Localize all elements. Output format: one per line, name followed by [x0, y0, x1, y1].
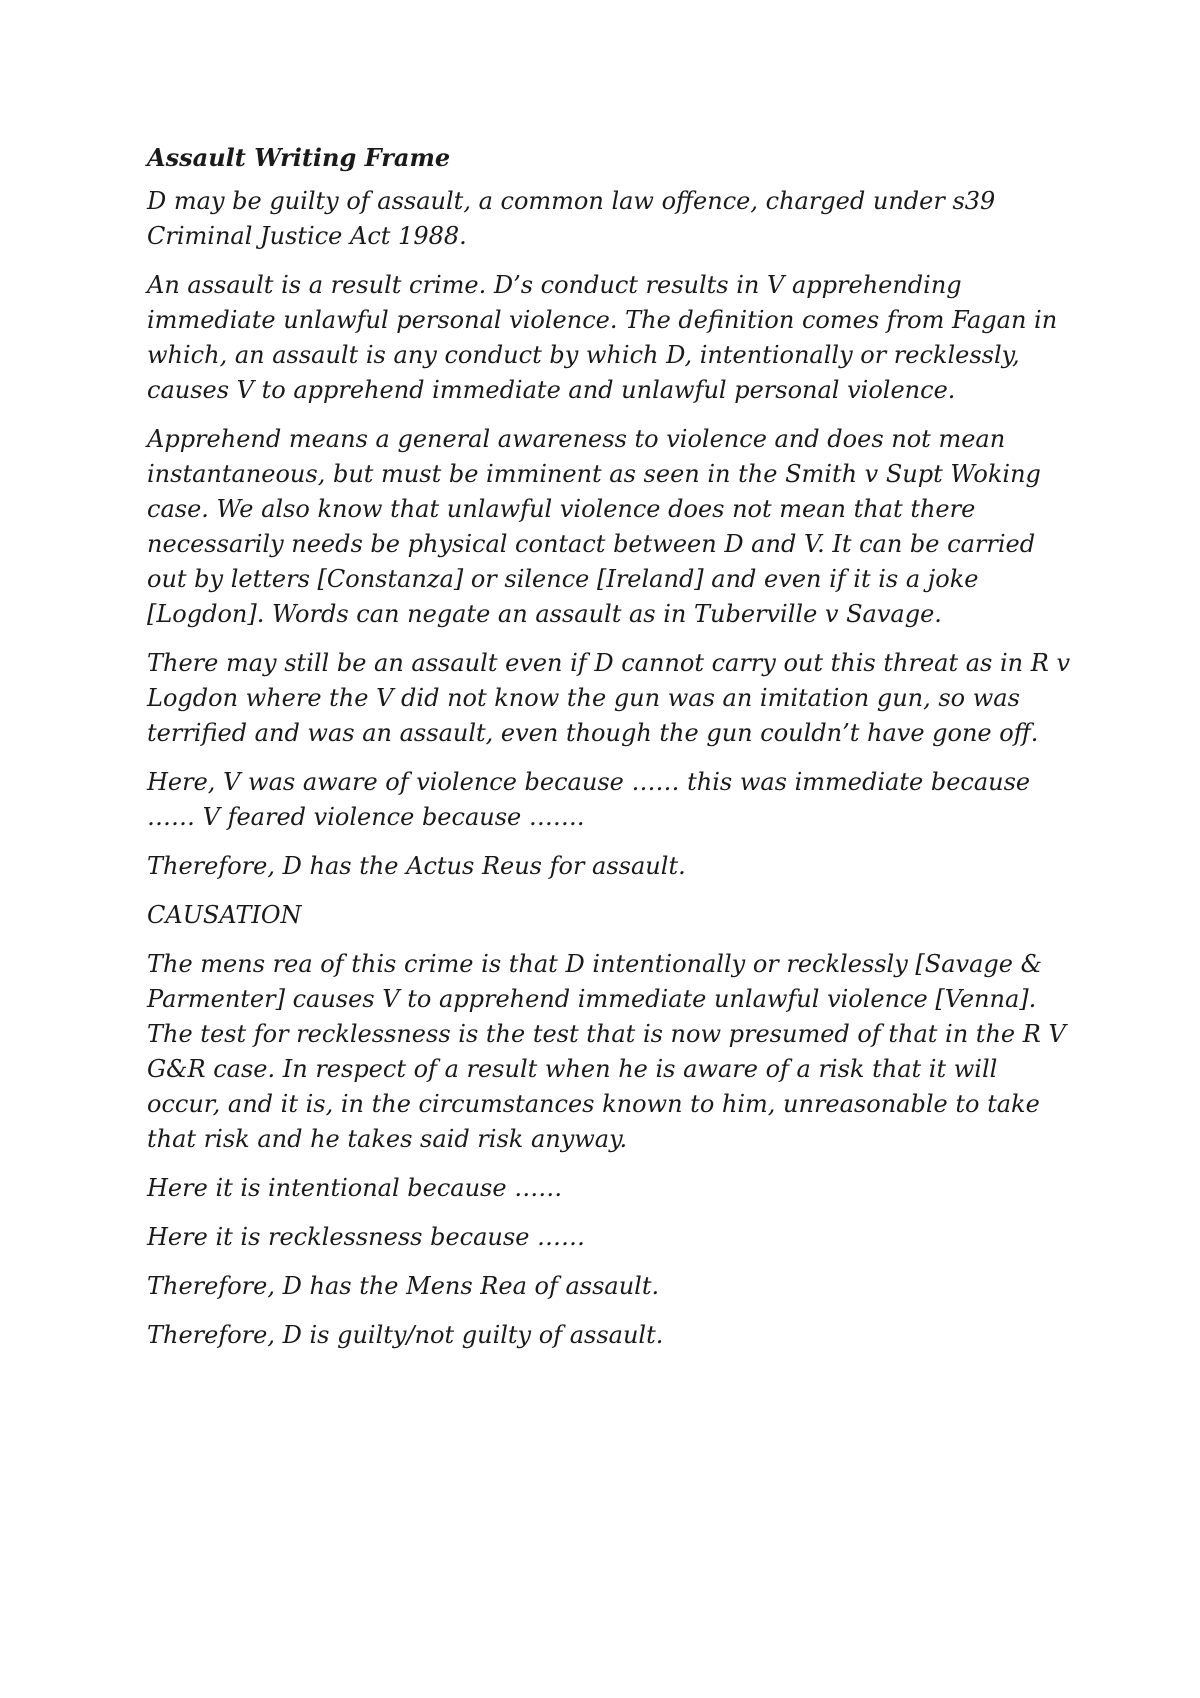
section-heading-causation: CAUSATION — [147, 901, 302, 929]
paragraph-intentional: Here it is intentional because …… — [147, 1174, 563, 1202]
paragraph-result-crime: An assault is a result crime. D’s conduct results in V apprehending immediate unlawful personal violence. The definition comes from Fagan in which, an assault is any conduct by which D, intentionally or recklessly, causes V to apprehend immediate and unlawful personal violence. — [147, 271, 1058, 404]
paragraph-mens-rea: The mens rea of this crime is that D intentionally or recklessly [Savage & Parmenter] causes V to apprehend immediate unlawful violence [Venna]. The test for recklessness is the test that is now presumed of that in the R V G&R case. In respect of a result when he is aware of a risk that it will occur, and it is, in the circumstances known to him, unreasonable to take that risk and he takes said risk anyway. — [147, 950, 1066, 1153]
paragraph-offence-intro: D may be guilty of assault, a common law offence, charged under s39 Criminal Justice Act 1988. — [147, 187, 996, 250]
paragraph-apprehend: Apprehend means a general awareness to violence and does not mean instantaneous, but must be imminent as seen in the Smith v Supt Woking case. We also know that unlawful violence does not mean that there necessarily needs be physical contact between D and V. It can be carried out by letters [Constanza] or silence [Ireland] and even if it is a joke [Logdon]. Words can negate an assault as in Tuberville v Savage. — [147, 425, 1041, 628]
document-title: Assault Writing Frame — [147, 143, 451, 172]
paragraph-threat: There may still be an assault even if D cannot carry out this threat as in R v Logdon where the V did not know the gun was an imitation gun, so was terrified and was an assault, even though the gun couldn’t have gone off. — [147, 649, 1071, 747]
paragraph-verdict: Therefore, D is guilty/not guilty of assault. — [147, 1321, 664, 1349]
document-body — [147, 140, 1077, 1367]
paragraph-application-ar: Here, V was aware of violence because …… this was immediate because …… V feared violence because ……. — [147, 768, 1031, 831]
paragraph-recklessness: Here it is recklessness because …… — [147, 1223, 586, 1251]
paragraph-conclusion-mr: Therefore, D has the Mens Rea of assault. — [147, 1272, 660, 1300]
paragraph-conclusion-ar: Therefore, D has the Actus Reus for assault. — [147, 852, 686, 880]
